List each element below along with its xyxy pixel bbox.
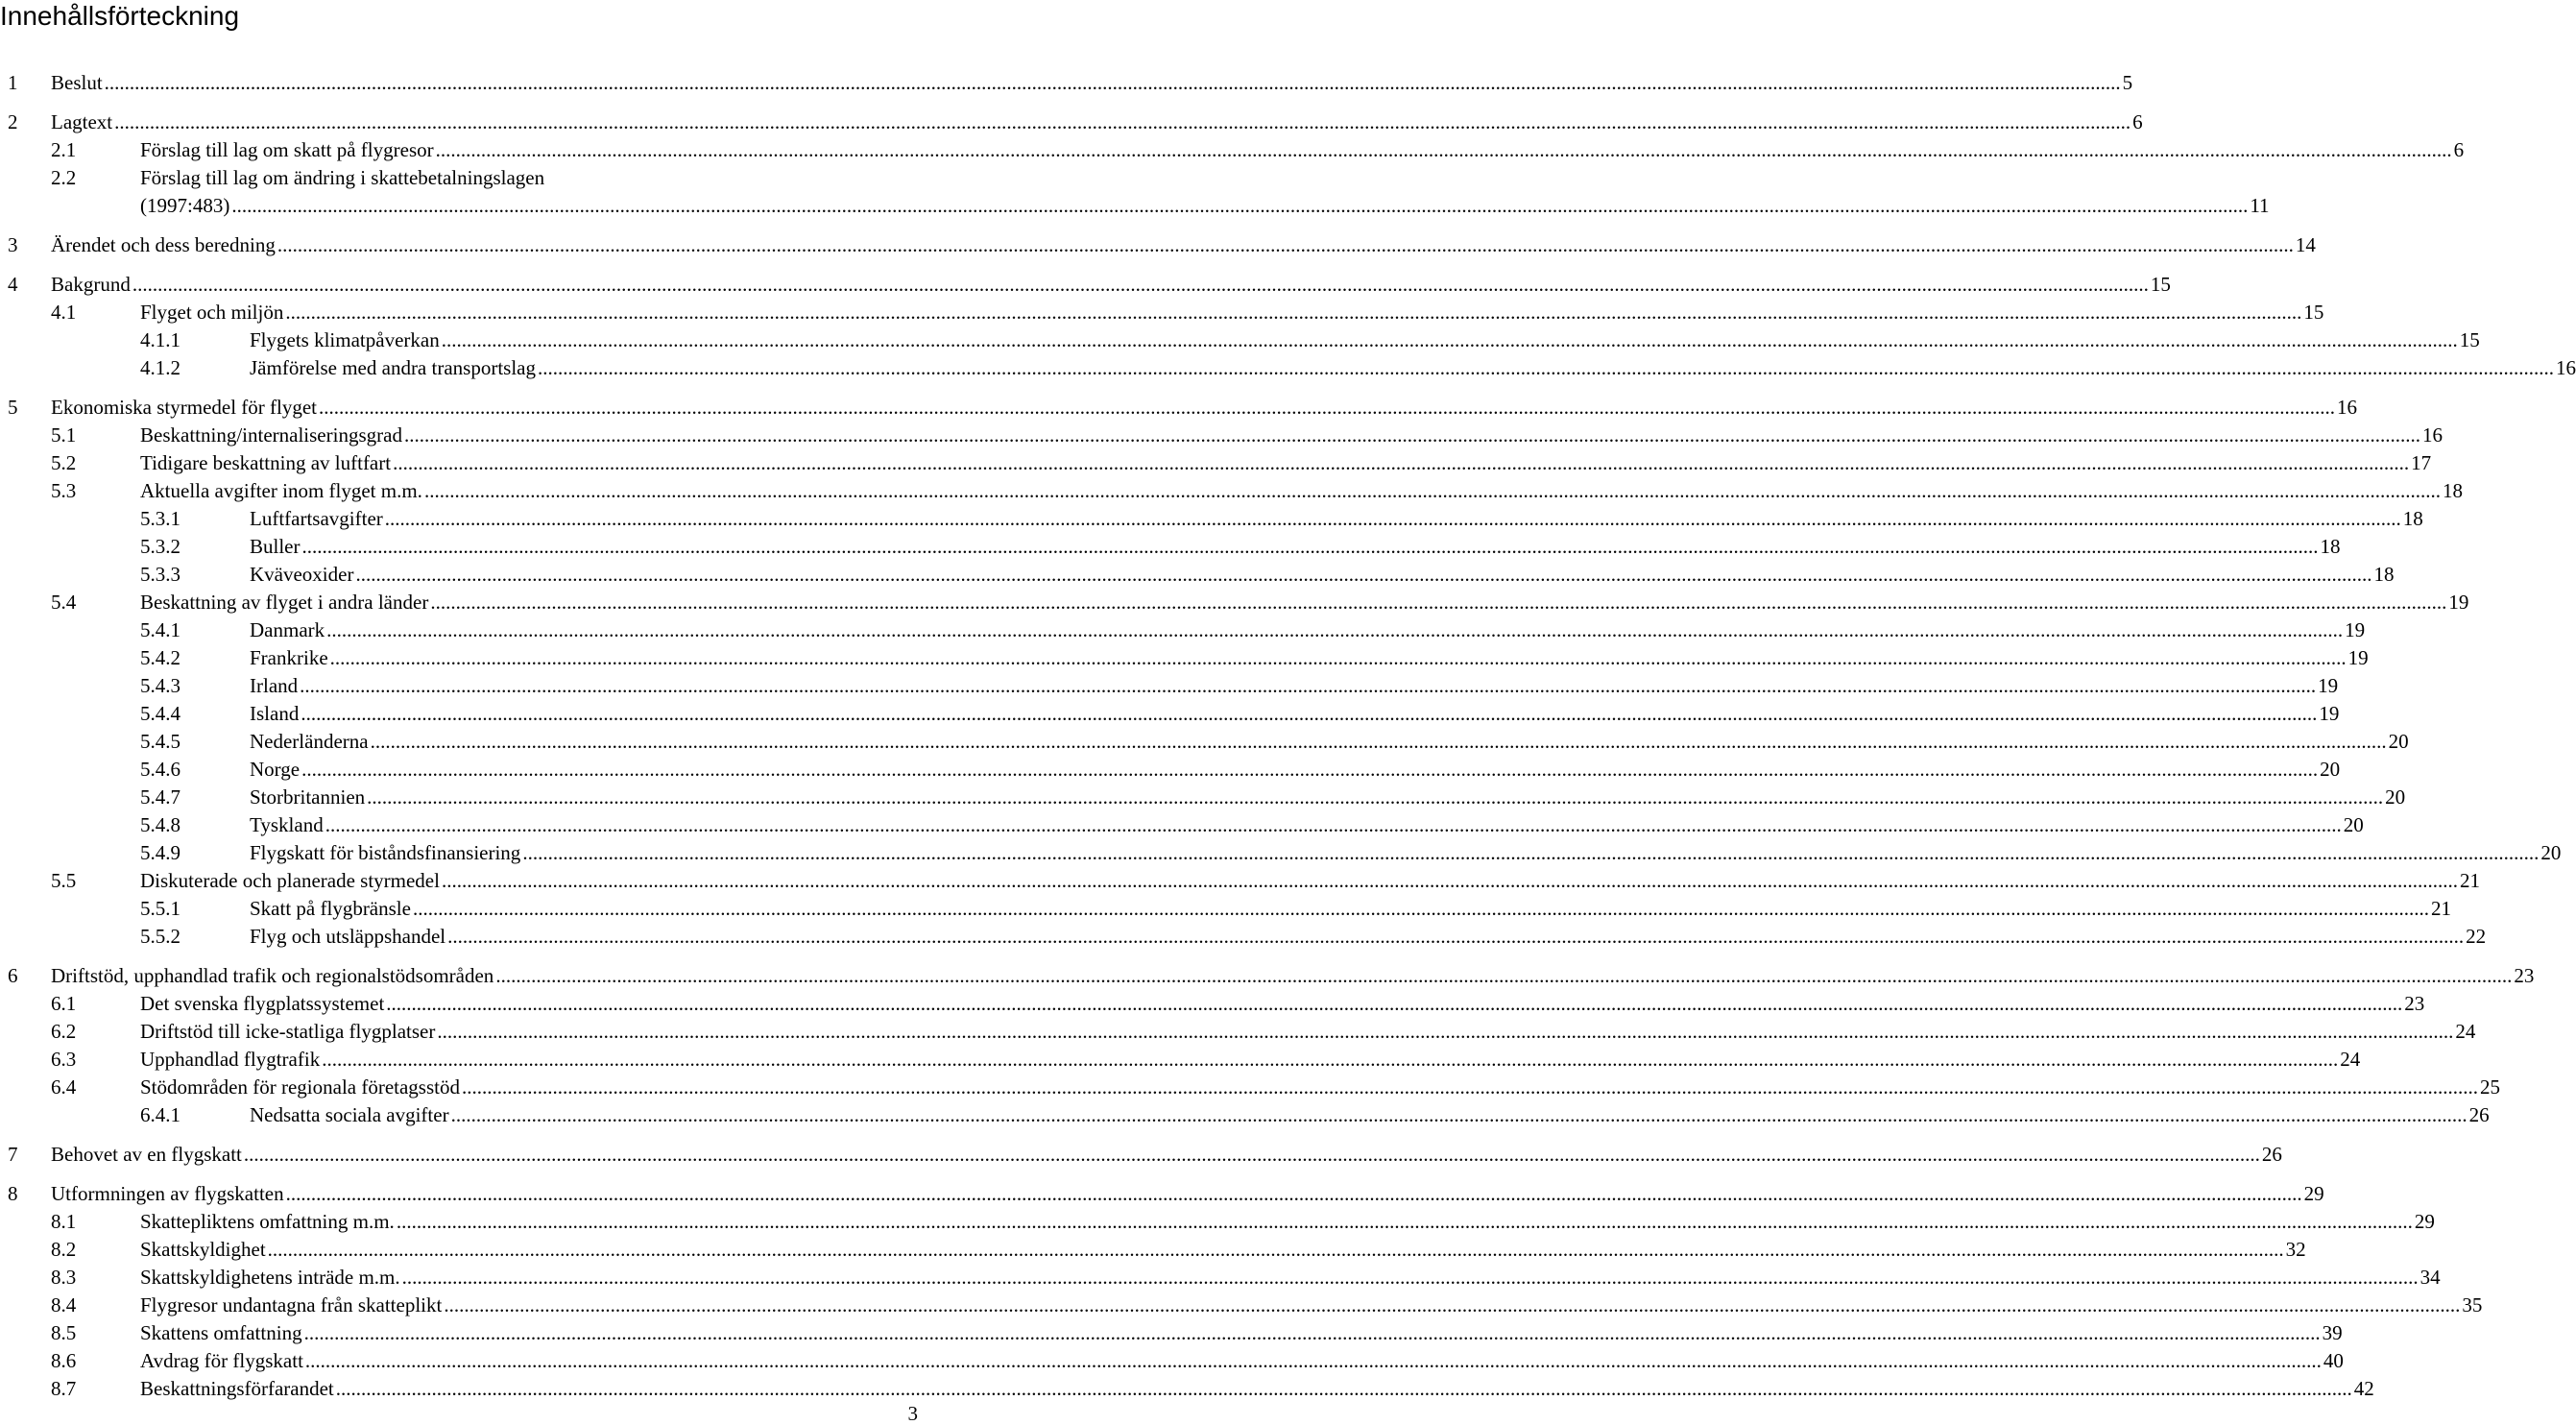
toc-entry-title: Nedsatta sociala avgifter [250,1103,449,1126]
dot-leader: ................................................................................................................................................................................................................................................................................................................................................................................................................ [303,1321,2321,1344]
dot-leader: ................................................................................................................................................................................................................................................................................................................................................................................................................ [319,396,2336,419]
toc-entry-title: Förslag till lag om skatt på flygresor [140,138,434,161]
toc-entry[interactable] [0,478,2463,503]
toc-entry-title: Behovet av en flygskatt [51,1143,242,1166]
dot-leader: ................................................................................................................................................................................................................................................................................................................................................................................................................ [300,674,2317,697]
toc-entry-title: Flygets klimatpåverkan [250,328,440,351]
dot-leader: ................................................................................................................................................................................................................................................................................................................................................................................................................ [301,758,2319,781]
toc-entry-title: Bakgrund [51,273,131,296]
toc-entry-page: 14 [2295,233,2316,256]
toc-entry-title: Det svenska flygplatssystemet [140,992,385,1015]
toc-entry-number: 8.5 [51,1321,77,1344]
toc-entry-title: Storbritannien [250,785,366,809]
dot-leader: ................................................................................................................................................................................................................................................................................................................................................................................................................ [437,1020,2454,1043]
toc-entry-page: 26 [2261,1143,2282,1166]
toc-entry-number: 5 [8,396,18,419]
dot-leader: ................................................................................................................................................................................................................................................................................................................................................................................................................ [370,730,2387,753]
toc-entry-title: Flyg och utsläppshandel [250,925,446,948]
toc-entry-title: (1997:483) [140,194,230,217]
toc-entry[interactable] [0,1075,2500,1099]
toc-entry[interactable] [0,840,2562,865]
toc-entry[interactable] [0,423,2443,447]
toc-entry-number: 5.4.9 [140,841,181,864]
toc-entry-title: Island [250,702,300,725]
toc-entry-title: Skattepliktens omfattning m.m. [140,1210,395,1233]
dot-leader: ................................................................................................................................................................................................................................................................................................................................................................................................................ [441,869,2458,892]
toc-entry[interactable] [0,757,2341,782]
toc-entry[interactable] [0,812,2364,837]
toc-entry-page: 16 [2337,396,2358,419]
toc-entry-page: 20 [2320,758,2341,781]
toc-entry-title: Skattens omfattning [140,1321,302,1344]
toc-entry-number: 6.1 [51,992,77,1015]
toc-entry[interactable] [0,617,2366,642]
toc-entry-page: 40 [2323,1349,2344,1372]
toc-entry-number: 8.4 [51,1293,77,1316]
toc-entry-page: 22 [2466,925,2487,948]
toc-entry-page: 15 [2303,301,2324,324]
toc-entry-number: 4.1 [51,301,77,324]
toc-entry-number: 2.1 [51,138,77,161]
dot-leader: ................................................................................................................................................................................................................................................................................................................................................................................................................ [393,451,2410,474]
toc-entry-page: 21 [2430,897,2451,920]
dot-leader: ................................................................................................................................................................................................................................................................................................................................................................................................................ [267,1238,2284,1261]
toc-entry-page: 6 [2132,110,2143,133]
toc-entry-page: 23 [2514,964,2535,987]
toc-entry[interactable] [0,1047,2361,1072]
toc-entry-page: 20 [2388,730,2409,753]
dot-leader: ................................................................................................................................................................................................................................................................................................................................................................................................................ [367,785,2384,809]
toc-entry-title: Tyskland [250,813,324,836]
toc-entry-number: 5.5.2 [140,925,181,948]
toc-entry[interactable] [0,355,2576,380]
toc-entry-number: 5.4.7 [140,785,181,809]
dot-leader: ................................................................................................................................................................................................................................................................................................................................................................................................................ [495,964,2513,987]
toc-entry-title: Norge [250,758,301,781]
toc-entry-page: 17 [2411,451,2432,474]
toc-entry[interactable] [0,868,2480,893]
toc-entry-page: 16 [2555,356,2576,379]
toc-entry-page: 29 [2303,1182,2324,1205]
toc-entry-title: Driftstöd till icke-statliga flygplatser [140,1020,436,1043]
toc-entry-number: 6.3 [51,1048,77,1071]
dot-leader: ................................................................................................................................................................................................................................................................................................................................................................................................................ [430,591,2447,614]
toc-entry[interactable] [0,1181,2324,1206]
toc-entry-page: 16 [2421,423,2443,447]
toc-entry-title: Nederländerna [250,730,369,753]
toc-entry-number: 8.7 [51,1377,77,1400]
toc-entry-title: Skattskyldighetens inträde m.m. [140,1266,400,1289]
toc-entry-title: Beskattning av flyget i andra länder [140,591,429,614]
toc-entry[interactable] [0,924,2487,949]
toc-entry-title: Beslut [51,71,103,94]
toc-entry-page: 18 [2320,535,2341,558]
toc-entry-title: Beskattningsförfarandet [140,1377,334,1400]
dot-leader: ................................................................................................................................................................................................................................................................................................................................................................................................................ [326,618,2344,641]
toc-entry[interactable] [0,137,2465,162]
dot-leader: ................................................................................................................................................................................................................................................................................................................................................................................................................ [285,1182,2302,1205]
toc-entry[interactable] [0,300,2324,325]
toc-entry-page: 32 [2285,1238,2306,1261]
toc-entry-title: Kväveoxider [250,563,354,586]
toc-entry-number: 1 [8,71,18,94]
toc-entry-title: Jämförelse med andra transportslag [250,356,536,379]
toc-entry-number: 8.3 [51,1266,77,1289]
toc-entry-number: 8.2 [51,1238,77,1261]
toc-entry-title: Upphandlad flygtrafik [140,1048,321,1071]
toc-entry-number: 3 [8,233,18,256]
dot-leader: ................................................................................................................................................................................................................................................................................................................................................................................................................ [355,563,2372,586]
dot-leader: ................................................................................................................................................................................................................................................................................................................................................................................................................ [447,925,2465,948]
toc-entry-page: 19 [2318,674,2339,697]
dot-leader: ................................................................................................................................................................................................................................................................................................................................................................................................................ [423,479,2441,502]
dot-leader: ................................................................................................................................................................................................................................................................................................................................................................................................................ [441,328,2458,351]
toc-entry[interactable] [0,165,716,190]
toc-entry-page: 11 [2250,194,2270,217]
toc-entry[interactable] [0,1142,2282,1167]
dot-leader: ................................................................................................................................................................................................................................................................................................................................................................................................................ [396,1210,2413,1233]
toc-entry-page: 20 [2540,841,2562,864]
toc-entry-number: 2.2 [51,166,77,189]
dot-leader: ................................................................................................................................................................................................................................................................................................................................................................................................................ [401,1266,2419,1289]
toc-entry-page: 35 [2462,1293,2483,1316]
dot-leader: ................................................................................................................................................................................................................................................................................................................................................................................................................ [231,194,2249,217]
dot-leader: ................................................................................................................................................................................................................................................................................................................................................................................................................ [462,1075,2478,1099]
toc-entry-title: Buller [250,535,301,558]
toc-entry-page: 6 [2453,138,2465,161]
toc-entry-page: 29 [2414,1210,2435,1233]
toc-entry-number: 5.2 [51,451,77,474]
dot-leader: ................................................................................................................................................................................................................................................................................................................................................................................................................ [322,1048,2339,1071]
toc-entry[interactable] [0,562,2395,587]
toc-entry[interactable] [0,109,2143,134]
dot-leader: ................................................................................................................................................................................................................................................................................................................................................................................................................ [132,273,2149,296]
toc-entry-title: Aktuella avgifter inom flyget m.m. [140,479,422,502]
toc-entry-page: 19 [2345,618,2366,641]
toc-entry[interactable] [0,729,2409,754]
dot-leader: ................................................................................................................................................................................................................................................................................................................................................................................................................ [301,702,2318,725]
toc-entry-title: Avdrag för flygskatt [140,1349,303,1372]
toc-entry-title: Flygskatt för biståndsfinansiering [250,841,521,864]
toc-entry-title: Luftfartsavgifter [250,507,383,530]
toc-entry-title: Danmark [250,618,325,641]
toc-entry[interactable] [0,1376,2374,1401]
toc-entry[interactable] [0,395,2358,420]
dot-leader: ................................................................................................................................................................................................................................................................................................................................................................................................................ [412,897,2429,920]
toc-entry[interactable] [0,1320,2343,1345]
toc-entry-number: 6.4.1 [140,1103,181,1126]
toc-entry-number: 5.4 [51,591,77,614]
dot-leader: ................................................................................................................................................................................................................................................................................................................................................................................................................ [329,646,2347,669]
toc-entry-page: 20 [2385,785,2406,809]
toc-entry-title: Förslag till lag om ändring i skattebetalningslagen [140,166,545,189]
dot-leader: ................................................................................................................................................................................................................................................................................................................................................................................................................ [537,356,2554,379]
toc-entry[interactable] [0,701,2340,726]
toc-entry-title: Diskuterade och planerade styrmedel [140,869,440,892]
toc-entry[interactable] [0,1265,2441,1290]
toc-entry-number: 4.1.2 [140,356,181,379]
toc-entry-title: Stödområden för regionala företagsstöd [140,1075,460,1099]
toc-entry-number: 8.1 [51,1210,77,1233]
toc-entry[interactable] [0,193,2270,218]
toc-entry[interactable] [0,991,2425,1016]
toc-entry[interactable] [0,1209,2435,1234]
toc-entry[interactable] [0,1292,2483,1317]
dot-leader: ................................................................................................................................................................................................................................................................................................................................................................................................................ [325,813,2342,836]
toc-entry-page: 5 [2122,71,2133,94]
toc-entry[interactable] [0,450,2432,475]
toc-entry-number: 5.3 [51,479,77,502]
dot-leader: ................................................................................................................................................................................................................................................................................................................................................................................................................ [435,138,2452,161]
toc-entry-page: 39 [2322,1321,2343,1344]
dot-leader: ................................................................................................................................................................................................................................................................................................................................................................................................................ [277,233,2294,256]
toc-entry-page: 15 [2459,328,2480,351]
toc-entry[interactable] [0,1019,2476,1044]
toc-entry[interactable] [0,534,2341,559]
dot-leader: ................................................................................................................................................................................................................................................................................................................................................................................................................ [114,110,2131,133]
toc-entry-title: Frankrike [250,646,328,669]
dot-leader: ................................................................................................................................................................................................................................................................................................................................................................................................................ [301,535,2319,558]
toc-entry-number: 5.4.6 [140,758,181,781]
dot-leader: ................................................................................................................................................................................................................................................................................................................................................................................................................ [335,1377,2352,1400]
toc-entry-number: 2 [8,110,18,133]
toc-entry-number: 5.4.8 [140,813,181,836]
toc-entry-page: 24 [2340,1048,2361,1071]
dot-leader: ................................................................................................................................................................................................................................................................................................................................................................................................................ [522,841,2540,864]
toc-entry-title: Skatt på flygbränsle [250,897,411,920]
toc-entry-number: 8.6 [51,1349,77,1372]
toc-entry-number: 5.3.3 [140,563,181,586]
toc-entry-number: 5.3.2 [140,535,181,558]
toc-entry-page: 15 [2150,273,2171,296]
toc-entry-page: 20 [2343,813,2364,836]
dot-leader: ................................................................................................................................................................................................................................................................................................................................................................................................................ [384,507,2401,530]
toc-entry[interactable] [0,1102,2490,1127]
dot-leader: ................................................................................................................................................................................................................................................................................................................................................................................................................ [450,1103,2468,1126]
toc-entry[interactable] [0,272,2171,297]
toc-entry-page: 18 [2402,507,2423,530]
toc-entry-title: Tidigare beskattning av luftfart [140,451,392,474]
dot-leader: ................................................................................................................................................................................................................................................................................................................................................................................................................ [403,423,2420,447]
toc-entry-page: 26 [2468,1103,2490,1126]
toc-entry[interactable] [0,327,2480,352]
toc-entry-page: 19 [2319,702,2340,725]
toc-entry-number: 5.4.5 [140,730,181,753]
toc-entry-number: 6 [8,964,18,987]
toc-entry[interactable] [0,1237,2306,1262]
toc-entry-page: 42 [2353,1377,2374,1400]
page-title: Innehållsförteckning [0,1,240,31]
toc-entry-title: Irland [250,674,299,697]
toc-entry-number: 5.5.1 [140,897,181,920]
page-number: 3 [907,1402,918,1425]
toc-entry-number: 8 [8,1182,18,1205]
toc-entry[interactable] [0,963,2535,988]
toc-entry-number: 7 [8,1143,18,1166]
toc-entry-title: Ekonomiska styrmedel för flyget [51,396,318,419]
toc-entry-title: Ärendet och dess beredning [51,233,276,256]
toc-entry[interactable] [0,232,2316,257]
dot-leader: ................................................................................................................................................................................................................................................................................................................................................................................................................ [243,1143,2260,1166]
toc-entry-title: Skattskyldighet [140,1238,266,1261]
toc-entry-number: 5.4.1 [140,618,181,641]
toc-entry-title: Flygresor undantagna från skatteplikt [140,1293,443,1316]
toc-entry-title: Utformningen av flygskatten [51,1182,284,1205]
toc-entry-number: 5.4.3 [140,674,181,697]
toc-entry-page: 34 [2420,1266,2441,1289]
toc-entry-number: 4 [8,273,18,296]
toc-entry-page: 19 [2347,646,2369,669]
toc-entry-number: 6.4 [51,1075,77,1099]
dot-leader: ................................................................................................................................................................................................................................................................................................................................................................................................................ [285,301,2302,324]
dot-leader: ................................................................................................................................................................................................................................................................................................................................................................................................................ [444,1293,2461,1316]
toc-entry[interactable] [0,70,2133,95]
dot-leader: ................................................................................................................................................................................................................................................................................................................................................................................................................ [104,71,2121,94]
toc-entry-page: 24 [2455,1020,2476,1043]
toc-entry-number: 5.3.1 [140,507,181,530]
toc-entry-page: 18 [2442,479,2463,502]
toc-entry-number: 4.1.1 [140,328,181,351]
dot-leader: ................................................................................................................................................................................................................................................................................................................................................................................................................ [386,992,2403,1015]
toc-entry[interactable] [0,896,2451,921]
toc-entry-page: 18 [2373,563,2395,586]
toc-entry-page: 21 [2459,869,2480,892]
dot-leader: ................................................................................................................................................................................................................................................................................................................................................................................................................ [304,1349,2322,1372]
toc-entry-number: 5.5 [51,869,77,892]
toc-entry[interactable] [0,1348,2344,1373]
toc-entry-number: 6.2 [51,1020,77,1043]
toc-entry[interactable] [0,506,2423,531]
toc-entry-title: Lagtext [51,110,113,133]
toc-entry-number: 5.4.2 [140,646,181,669]
toc-entry-page: 23 [2404,992,2425,1015]
toc-entry[interactable] [0,645,2369,670]
toc-entry-number: 5.1 [51,423,77,447]
toc-entry[interactable] [0,673,2339,698]
toc-entry-title: Beskattning/internaliseringsgrad [140,423,402,447]
toc-entry-number: 5.4.4 [140,702,181,725]
toc-entry-title: Flyget och miljön [140,301,284,324]
toc-entry-title: Driftstöd, upphandlad trafik och regionalstödsområden [51,964,494,987]
toc-entry-page: 19 [2448,591,2469,614]
toc-entry[interactable] [0,590,2469,615]
toc-entry-page: 25 [2480,1075,2500,1099]
toc-entry[interactable] [0,785,2406,809]
